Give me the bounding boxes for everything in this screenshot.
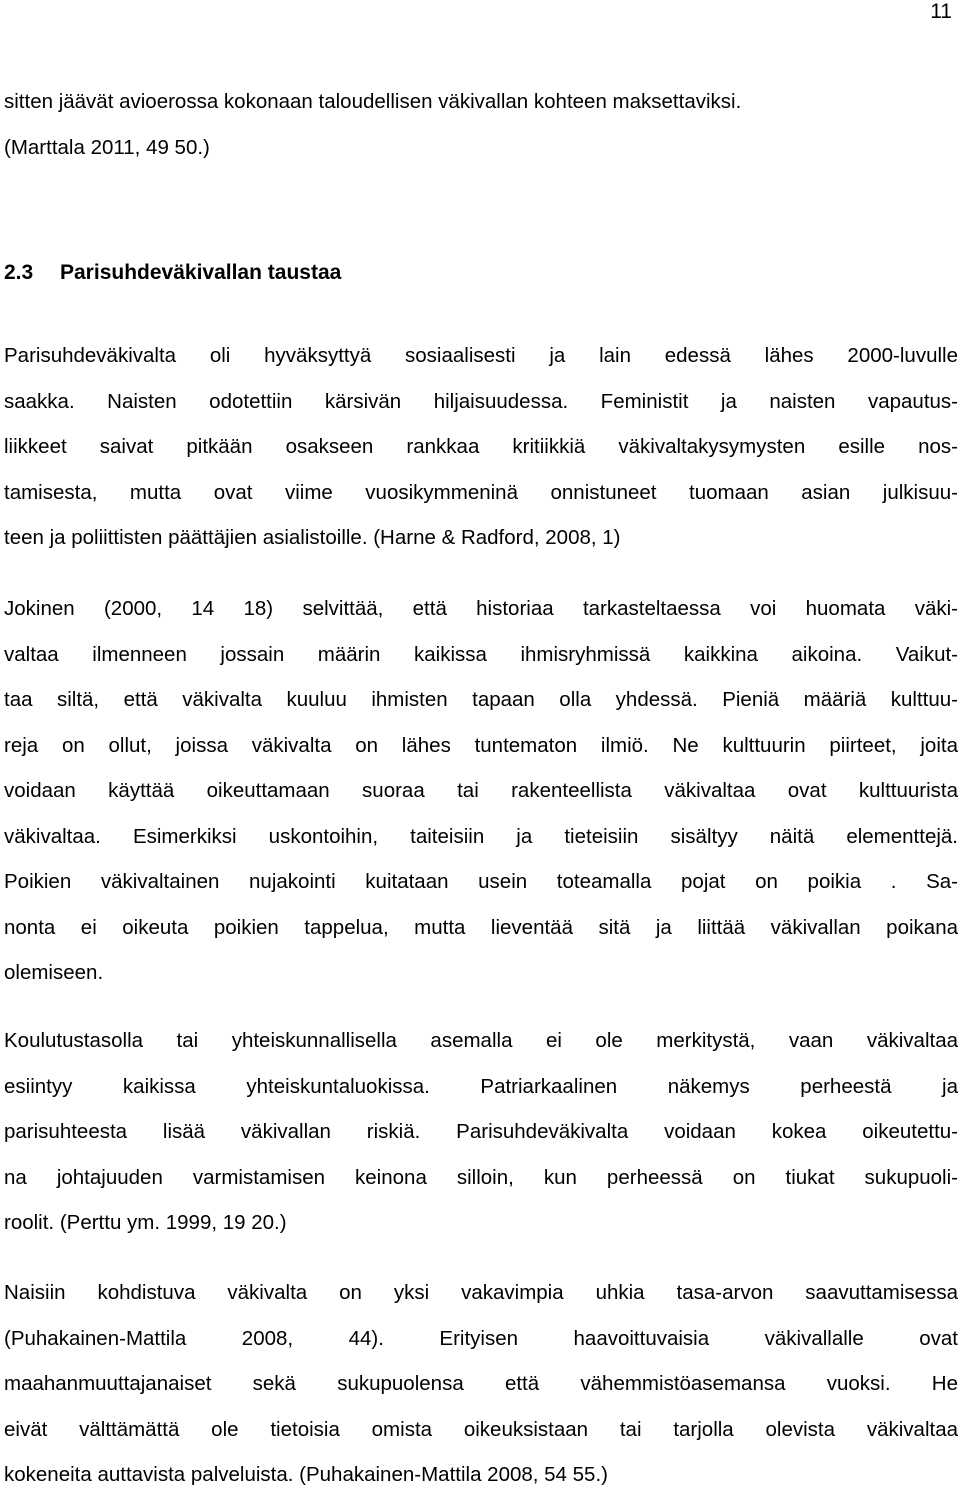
text-line: kokeneita auttavista palveluista. (Puhakainen-Mattila 2008, 54 55.): [4, 1463, 608, 1486]
text-line: reja on ollut, joissa väkivalta on lähes tuntematon ilmiö. Ne kulttuurin piirteet, joita: [4, 733, 958, 757]
paragraph-2: [4, 586, 958, 996]
text-line: Naisiin kohdistuva väkivalta on yksi vakavimpia uhkia tasa-arvon saavuttamisessa: [4, 1281, 958, 1304]
text-line: (Marttala 2011, 49 50.): [4, 135, 210, 159]
text-line: roolit. (Perttu ym. 1999, 19 20.): [4, 1211, 287, 1234]
text-line: taa siltä, että väkivalta kuuluu ihmisten tapaan olla yhdessä. Pieniä määriä kulttuu-: [4, 688, 958, 711]
intro-paragraph: [4, 79, 958, 170]
paragraph-4: [4, 1270, 958, 1498]
text-line: maahanmuuttajanaiset sekä sukupuolensa että vähemmistöasemansa vuoksi. He: [4, 1372, 958, 1395]
text-line: Jokinen (2000, 14 18) selvittää, että historiaa tarkasteltaessa voi huomata väki-: [4, 597, 958, 620]
text-line: olemiseen.: [4, 961, 104, 984]
text-line: eivät välttämättä ole tietoisia omista oikeuksistaan tai tarjolla olevista väkivaltaa: [4, 1417, 958, 1441]
text-line: parisuhteesta lisää väkivallan riskiä. Parisuhdeväkivalta voidaan kokea oikeutettu-: [4, 1120, 958, 1143]
text-line: nonta ei oikeuta poikien tappelua, mutta lieventää sitä ja liittää väkivallan poikana: [4, 915, 958, 939]
text-line: Poikien väkivaltainen nujakointi kuitataan usein toteamalla pojat on poikia . Sa-: [4, 870, 958, 893]
text-line: Parisuhdeväkivalta oli hyväksyttyä sosiaalisesti ja lain edessä lähes 2000-luvulle: [4, 344, 958, 367]
section-heading: [4, 250, 341, 295]
text-line: sitten jäävät avioerossa kokonaan taloudellisen väkivallan kohteen maksettaviksi.: [4, 90, 742, 113]
text-line: voidaan käyttää oikeuttamaan suoraa tai rakenteellista väkivaltaa ovat kulttuurista: [4, 779, 958, 802]
text-line: tamisesta, mutta ovat viime vuosikymmeninä onnistuneet tuomaan asian julkisuu-: [4, 480, 958, 504]
text-line: Koulutustasolla tai yhteiskunnallisella asemalla ei ole merkitystä, vaan väkivaltaa: [4, 1029, 958, 1052]
text-line: na johtajuuden varmistamisen keinona silloin, kun perheessä on tiukat sukupuoli-: [4, 1165, 958, 1189]
text-line: teen ja poliittisten päättäjien asialistoille. (Harne & Radford, 2008, 1): [4, 526, 621, 549]
text-line: (Puhakainen-Mattila 2008, 44). Erityisen haavoittuvaisia väkivallalle ovat: [4, 1326, 958, 1350]
text-line: saakka. Naisten odotettiin kärsivän hiljaisuudessa. Feministit ja naisten vapautus-: [4, 389, 958, 413]
paragraph-1: [4, 333, 958, 561]
page-number: 11: [930, 0, 952, 23]
paragraph-3: [4, 1018, 958, 1246]
text-line: väkivaltaa. Esimerkiksi uskontoihin, taiteisiin ja tieteisiin sisältyy näitä elementtejä.: [4, 824, 958, 848]
section-title: Parisuhdeväkivallan taustaa: [60, 261, 342, 284]
section-number: 2.3: [4, 261, 34, 284]
text-line: valtaa ilmenneen jossain määrin kaikissa ihmisryhmissä kaikkina aikoina. Vaikut-: [4, 642, 958, 666]
text-line: liikkeet saivat pitkään osakseen rankkaa kritiikkiä väkivaltakysymysten esille nos-: [4, 435, 958, 458]
text-line: esiintyy kaikissa yhteiskuntaluokissa. Patriarkaalinen näkemys perheestä ja: [4, 1074, 958, 1098]
